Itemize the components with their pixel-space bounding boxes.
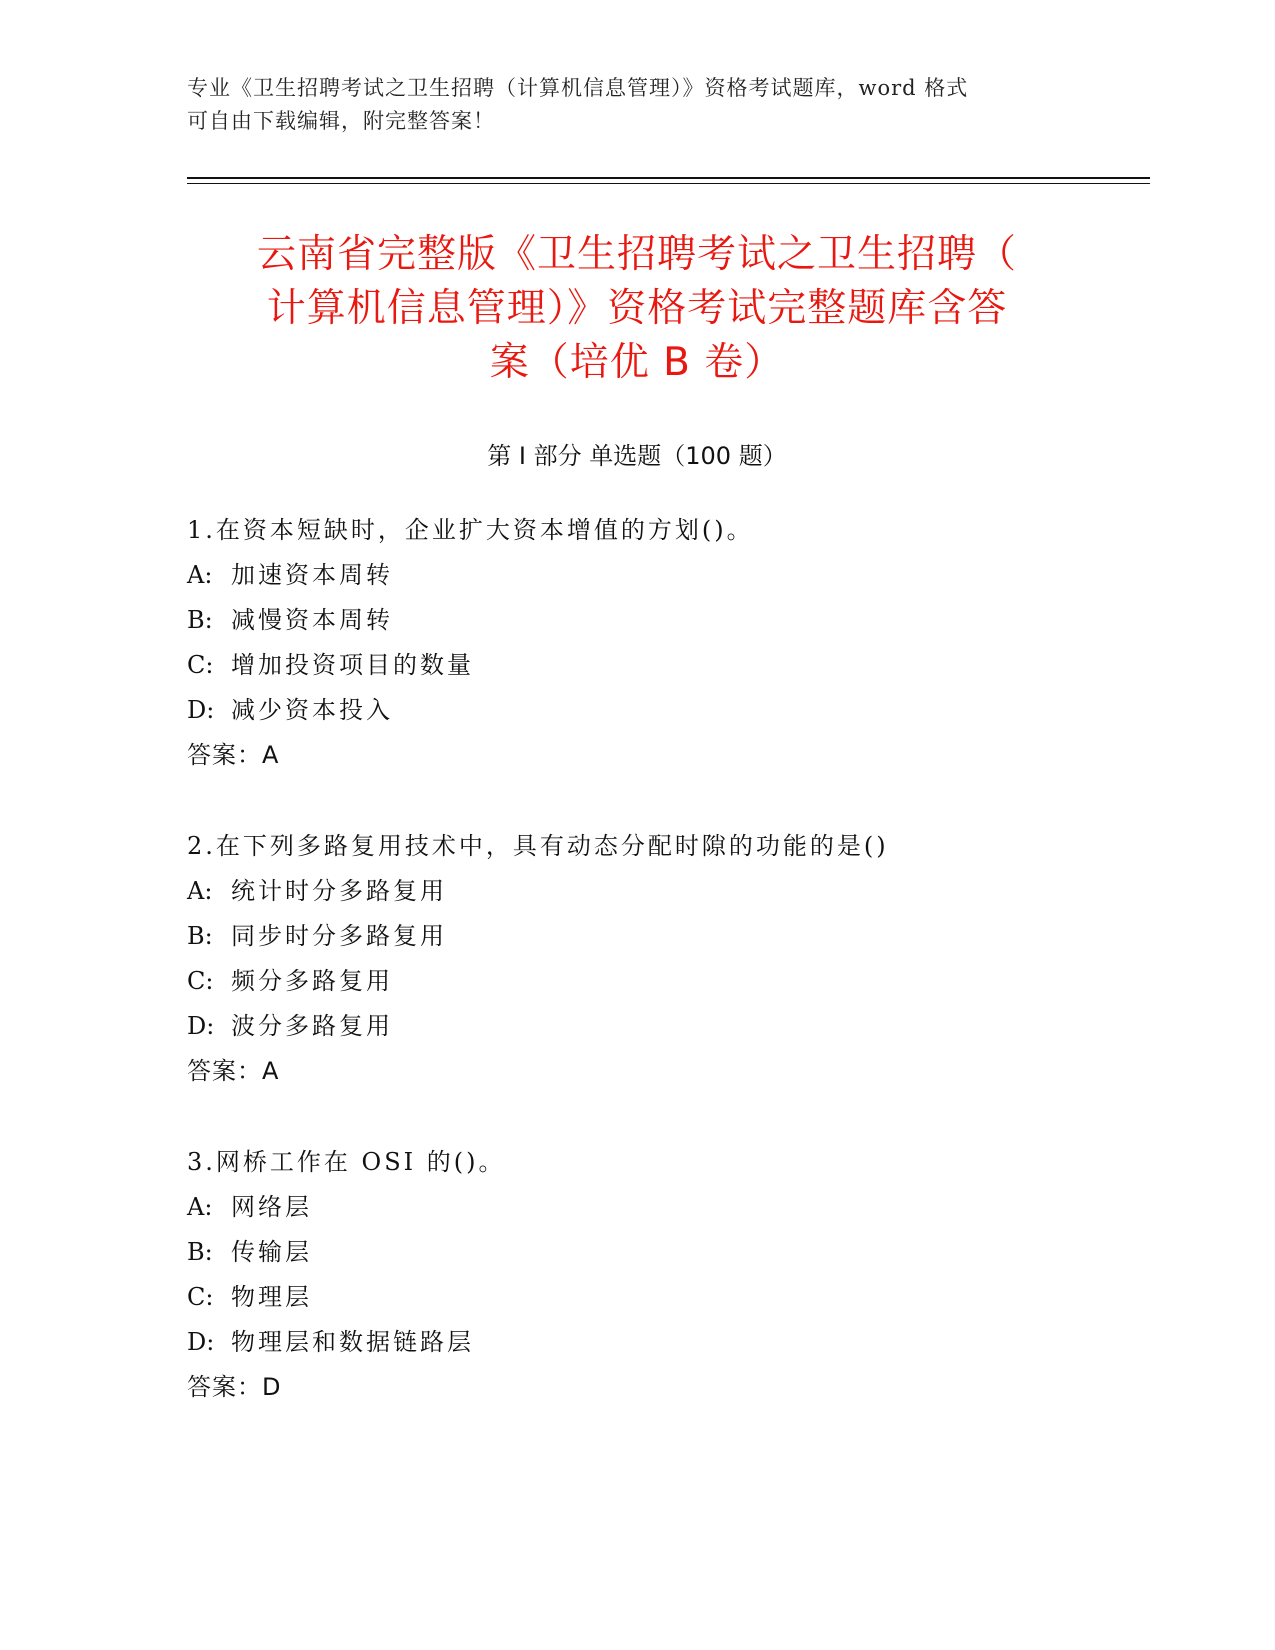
answer-line: 答案：D (187, 1373, 282, 1401)
option-letter: A: (187, 561, 213, 589)
option-text: 传输层 (231, 1238, 312, 1266)
option-c (187, 959, 1087, 1004)
option-text: 波分多路复用 (231, 1012, 393, 1040)
question-3 (187, 1140, 1087, 1410)
option-letter: D: (187, 696, 215, 724)
option-c (187, 643, 1087, 688)
answer-line: 答案：A (187, 1057, 280, 1085)
option-letter: B: (187, 606, 213, 634)
header-divider-thick (187, 177, 1150, 179)
header-note (187, 72, 1087, 138)
option-text: 频分多路复用 (231, 967, 393, 995)
option-c (187, 1275, 1087, 1320)
option-d (187, 688, 1087, 733)
question-1 (187, 508, 1087, 778)
option-text: 减少资本投入 (231, 696, 393, 724)
option-letter: A: (187, 877, 213, 905)
option-letter: C: (187, 967, 214, 995)
option-text: 物理层 (231, 1283, 312, 1311)
question-stem: 2.在下列多路复用技术中，具有动态分配时隙的功能的是() (187, 832, 889, 860)
option-b (187, 1230, 1087, 1275)
header-note-line-1: 专业《卫生招聘考试之卫生招聘（计算机信息管理）》资格考试题库，word 格式 (187, 76, 969, 100)
question-2 (187, 824, 1087, 1094)
header-note-line-2: 可自由下载编辑，附完整答案！ (187, 109, 495, 133)
option-text: 统计时分多路复用 (231, 877, 447, 905)
option-d (187, 1320, 1087, 1365)
document-title (187, 228, 1087, 390)
option-letter: D: (187, 1328, 215, 1356)
option-text: 同步时分多路复用 (231, 922, 447, 950)
section-heading: 第 I 部分 单选题（100 题） (487, 442, 787, 470)
option-d (187, 1004, 1087, 1049)
document-title-line-3: 案（培优 B 卷） (489, 340, 785, 385)
option-a (187, 553, 1087, 598)
option-letter: B: (187, 922, 213, 950)
header-divider-thin (187, 183, 1150, 184)
option-b (187, 914, 1087, 959)
option-a (187, 869, 1087, 914)
option-text: 物理层和数据链路层 (231, 1328, 474, 1356)
answer-line: 答案：A (187, 741, 280, 769)
option-text: 加速资本周转 (231, 561, 393, 589)
option-text: 网络层 (231, 1193, 312, 1221)
question-stem: 3.网桥工作在 OSI 的()。 (187, 1148, 506, 1176)
option-a (187, 1185, 1087, 1230)
option-letter: D: (187, 1012, 215, 1040)
option-letter: A: (187, 1193, 213, 1221)
option-letter: C: (187, 651, 214, 679)
option-text: 增加投资项目的数量 (231, 651, 474, 679)
option-text: 减慢资本周转 (231, 606, 393, 634)
document-title-line-1: 云南省完整版《卫生招聘考试之卫生招聘（ (256, 232, 1017, 277)
option-letter: B: (187, 1238, 213, 1266)
option-letter: C: (187, 1283, 214, 1311)
document-title-line-2: 计算机信息管理）》资格考试完整题库含答 (266, 286, 1008, 331)
question-stem: 1.在资本短缺时，企业扩大资本增值的方划()。 (187, 516, 754, 544)
option-b (187, 598, 1087, 643)
